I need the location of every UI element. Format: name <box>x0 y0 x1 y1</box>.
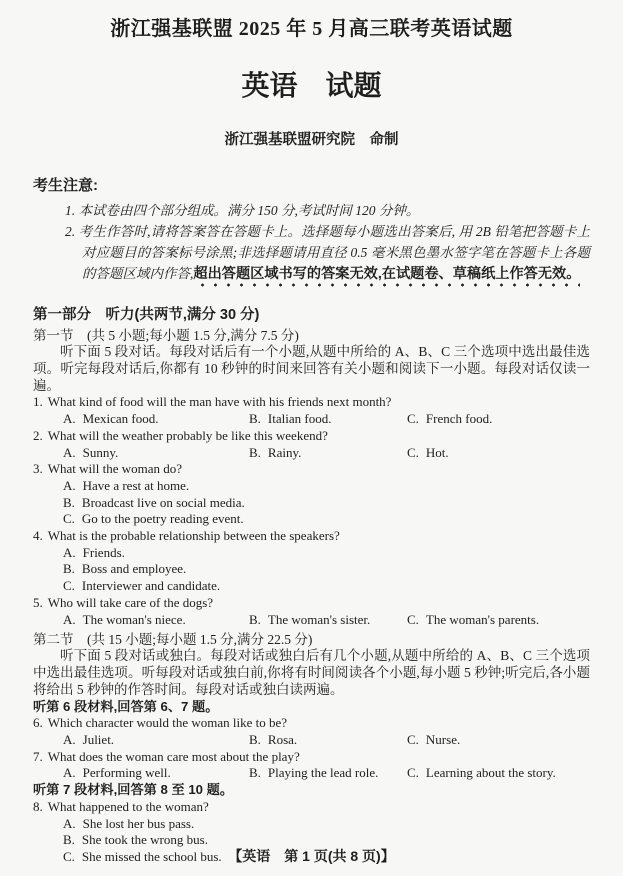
option-a <box>33 816 590 833</box>
question-8-stem <box>33 799 590 816</box>
question-2-stem <box>33 428 590 445</box>
notice-item-2 <box>65 221 590 285</box>
question-text: Which character would the woman like to be? <box>47 715 288 731</box>
option-label: C. <box>407 732 419 748</box>
question-7 <box>33 749 590 782</box>
question-5 <box>33 595 590 628</box>
option-text: The woman's parents. <box>425 611 540 627</box>
question-6 <box>33 715 590 748</box>
section2-instructions: 听下面 5 段对话或独白。每段对话或独白后有几个小题,从题中所给的 A、B、C 三个选项中选出最佳选项。听每段对话或独白前,你将有时间阅读各个小题,每小题 5 秒钟;听完后,各小题将给出 5 秒钟的作答时间。每段对话或独白读两遍。 <box>33 648 590 697</box>
question-number: 3. <box>33 461 43 477</box>
option-text: Playing the lead role. <box>267 765 379 781</box>
option-text: Sunny. <box>82 444 119 460</box>
candidate-notice <box>33 174 590 285</box>
notice-item-2-text: 2. 考生作答时,请将答案答在答题卡上。选择题每小题选出答案后, 用 2B 铅笔把答题卡上对应题目的答案标号涂黑;非选择题请用直径 0.5 毫米黑色墨水签字笔在答题卡上各题的答题区域内作答, <box>65 224 590 281</box>
option-a <box>33 478 590 495</box>
option-label: A. <box>63 611 76 627</box>
option-text: Friends. <box>82 544 125 560</box>
option-a <box>63 732 249 749</box>
option-text: Rainy. <box>267 444 302 460</box>
option-text: Nurse. <box>425 732 461 748</box>
option-label: C. <box>407 765 419 781</box>
option-text: Mexican food. <box>82 411 159 427</box>
option-a <box>63 445 249 462</box>
option-text: She lost her bus pass. <box>82 815 195 831</box>
question-5-stem <box>33 595 590 612</box>
exam-title: 浙江强基联盟 2025 年 5 月高三联考英语试题 <box>110 18 513 40</box>
material-note-7: 听第 7 段材料,回答第 8 至 10 题。 <box>33 782 234 798</box>
option-text: The woman's sister. <box>267 611 371 627</box>
option-text: Interviewer and candidate. <box>81 578 221 594</box>
question-text: Who will take care of the dogs? <box>47 594 214 610</box>
option-text: She took the wrong bus. <box>81 832 208 848</box>
question-number: 4. <box>33 528 43 544</box>
section2-heading: 第二节 (共 15 小题;每小题 1.5 分,满分 22.5 分) <box>33 632 313 648</box>
issuer-line: 浙江强基联盟研究院 命制 <box>224 132 399 148</box>
question-text: What will the weather probably be like this weekend? <box>47 427 328 443</box>
option-label: C. <box>407 611 419 627</box>
option-label: C. <box>63 511 75 527</box>
question-6-options <box>33 732 590 749</box>
question-4 <box>33 528 590 595</box>
question-3 <box>33 461 590 528</box>
option-text: Hot. <box>425 444 449 460</box>
question-1 <box>33 394 590 427</box>
section1-instructions: 听下面 5 段对话。每段对话后有一个小题,从题中所给的 A、B、C 三个选项中选出最佳选项。听完每段对话后,你都有 10 秒钟的时间来回答有关小题和阅读下一小题。每段对话仅读一遍。 <box>33 344 590 393</box>
option-label: B. <box>63 494 75 510</box>
option-b <box>249 732 407 749</box>
question-number: 7. <box>33 748 43 764</box>
question-1-options <box>33 411 590 428</box>
option-text: Have a rest at home. <box>82 477 190 493</box>
question-5-options <box>33 612 590 629</box>
question-text: What happened to the woman? <box>47 798 209 814</box>
option-label: A. <box>63 411 76 427</box>
option-label: B. <box>249 411 261 427</box>
question-2 <box>33 428 590 461</box>
option-label: A. <box>63 444 76 460</box>
option-text: Go to the poetry reading event. <box>81 511 244 527</box>
option-a <box>63 411 249 428</box>
question-text: What will the woman do? <box>47 461 183 477</box>
option-label: A. <box>63 815 76 831</box>
option-label: A. <box>63 477 76 493</box>
notice-item-1-text: 1. 本试卷由四个部分组成。满分 150 分,考试时间 120 分钟。 <box>65 203 420 218</box>
option-c <box>407 765 556 782</box>
question-number: 1. <box>33 394 43 410</box>
option-label: B. <box>249 765 261 781</box>
option-label: A. <box>63 544 76 560</box>
paper-title: 英语 试题 <box>241 71 382 102</box>
option-text: Juliet. <box>82 732 115 748</box>
option-text: Rosa. <box>267 732 298 748</box>
option-label: B. <box>249 444 261 460</box>
option-a <box>63 765 249 782</box>
option-label: B. <box>63 561 75 577</box>
option-label: B. <box>63 832 75 848</box>
question-number: 2. <box>33 427 43 443</box>
section1-heading: 第一节 (共 5 小题;每小题 1.5 分,满分 7.5 分) <box>33 328 299 343</box>
question-6-stem <box>33 715 590 732</box>
option-text: Italian food. <box>267 411 332 427</box>
option-label: B. <box>249 611 261 627</box>
notice-heading: 考生注意: <box>33 177 98 194</box>
option-label: A. <box>63 765 76 781</box>
option-c <box>33 511 590 528</box>
option-label: C. <box>63 848 75 864</box>
option-a <box>63 612 249 629</box>
question-7-options <box>33 765 590 782</box>
option-text: The woman's niece. <box>82 611 186 627</box>
option-label: C. <box>407 444 419 460</box>
notice-item-2-emphasis: 超出答题区域书写的答案无效,在试题卷、草稿纸上作答无效。 <box>193 266 580 287</box>
option-label: A. <box>63 732 76 748</box>
option-b <box>249 445 407 462</box>
question-text: What kind of food will the man have with his friends next month? <box>47 394 392 410</box>
option-label: C. <box>63 578 75 594</box>
option-b <box>33 495 590 512</box>
question-number: 5. <box>33 594 43 610</box>
question-number: 6. <box>33 715 43 731</box>
question-text: What does the woman care most about the play? <box>47 748 300 764</box>
option-b <box>249 612 407 629</box>
option-b <box>33 561 590 578</box>
material-note-6: 听第 6 段材料,回答第 6、7 题。 <box>33 698 219 714</box>
question-3-stem <box>33 461 590 478</box>
option-label: C. <box>407 411 419 427</box>
option-text: Broadcast live on social media. <box>81 494 245 510</box>
question-text: What is the probable relationship between the speakers? <box>47 528 340 544</box>
question-7-stem <box>33 749 590 766</box>
option-a <box>33 545 590 562</box>
question-2-options <box>33 445 590 462</box>
option-c <box>407 411 492 428</box>
option-text: She missed the school bus. <box>81 848 222 864</box>
option-c <box>33 578 590 595</box>
option-b <box>249 411 407 428</box>
option-text: Performing well. <box>82 765 171 781</box>
option-b <box>249 765 407 782</box>
option-text: Boss and employee. <box>81 561 187 577</box>
question-number: 8. <box>33 798 43 814</box>
question-4-stem <box>33 528 590 545</box>
question-1-stem <box>33 394 590 411</box>
option-text: French food. <box>425 411 493 427</box>
option-label: B. <box>249 732 261 748</box>
option-text: Learning about the story. <box>425 765 556 781</box>
notice-list <box>33 200 590 285</box>
notice-item-1 <box>65 200 590 221</box>
option-c <box>407 732 460 749</box>
page-footer: 【英语 第 1 页(共 8 页)】 <box>228 848 395 864</box>
option-c <box>407 445 449 462</box>
option-c <box>407 612 539 629</box>
part1-heading: 第一部分 听力(共两节,满分 30 分) <box>33 307 260 323</box>
